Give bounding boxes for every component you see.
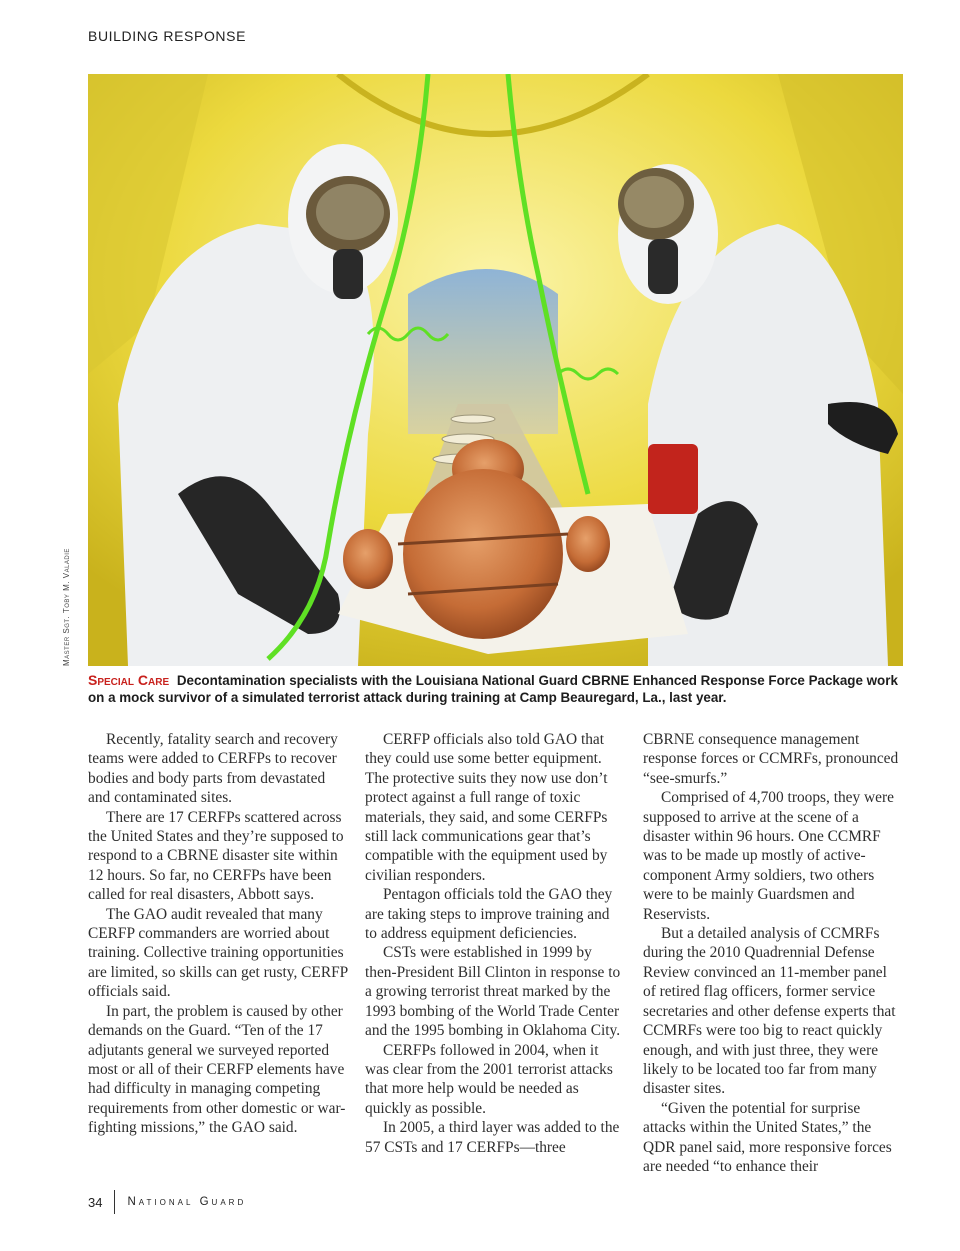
- paragraph: The GAO audit revealed that many CERFP commanders are worried about training. Collective training opportunities are limited, so skills can get rusty, CERFP officials said.: [88, 905, 348, 1001]
- page-number: 34: [88, 1194, 103, 1210]
- footer-divider: [114, 1190, 115, 1214]
- paragraph: CERFPs followed in 2004, when it was clear from the 2001 terrorist attacks that more help would be needed as quickly as possible.: [365, 1041, 613, 1117]
- caption-text: Decontamination specialists with the Louisiana National Guard CBRNE Enhanced Response Force Package work on a mock survivor of a simulated terrorist attack during training at Camp Beauregard, La., last year.: [88, 673, 898, 705]
- page-footer: [88, 1190, 246, 1214]
- paragraph: CERFP officials also told GAO that they could use some better equipment. The protective suits they now use don’t protect against a full range of toxic materials, they said, and some CERFPs still lack communications gear that’s compatible with the equipment used by civilian responders.: [365, 731, 608, 884]
- paragraph: In part, the problem is caused by other demands on the Guard. “Ten of the 17 adjutants general we surveyed reported most or all of their CERFP elements have had difficulty in managing competing requirements from other domestic or war-fighting missions,” the GAO said.: [88, 1002, 346, 1137]
- paragraph: Recently, fatality search and recovery teams were added to CERFPs to recover bodies and body parts from devastated and contaminated sites.: [88, 731, 338, 807]
- photo-caption: [88, 672, 903, 706]
- article-column-3: [643, 730, 903, 1176]
- section-header: BUILDING RESPONSE: [88, 28, 247, 44]
- paragraph: CBRNE consequence management response forces or CCMRFs, pronounced “see-smurfs.”: [643, 731, 899, 787]
- paragraph: But a detailed analysis of CCMRFs during the 2010 Quadrennial Defense Review convinced an 11-member panel of retired flag officers, former service secretaries and other defense experts that CCMRFs were too big to react quickly enough, and with just three, they were likely to be located too far from many disaster sites.: [643, 925, 896, 1098]
- paragraph: Pentagon officials told the GAO they are taking steps to improve training and to address equipment deficiencies.: [365, 886, 613, 943]
- feature-photo: [88, 74, 903, 666]
- paragraph: CSTs were established in 1999 by then-President Bill Clinton in response to a growing terrorist threat marked by the 1993 bombing of the World Trade Center and the 1995 bombing in Oklahoma City.: [365, 944, 621, 1040]
- paragraph: Comprised of 4,700 troops, they were supposed to arrive at the scene of a disaster within 96 hours. One CCMRF was to be made up mostly of active-component Army soldiers, two others were to be mainly Guardsmen and Reservists.: [643, 789, 894, 923]
- paragraph: There are 17 CERFPs scattered across the United States and they’re supposed to respond to a CBRNE disaster site within 12 hours. So far, no CERFPs have been called for real disasters, Abbott says.: [88, 808, 344, 904]
- article-column-1: [88, 730, 348, 1138]
- paragraph: In 2005, a third layer was added to the 57 CSTs and 17 CERFPs—three: [365, 1119, 620, 1156]
- photo-credit: Master Sgt. Toby M. Valadie: [62, 548, 71, 666]
- paragraph: “Given the potential for surprise attacks within the United States,” the QDR panel said, more responsive forces are needed “to enhance their: [643, 1099, 892, 1175]
- caption-kicker: Special Care: [88, 672, 170, 688]
- article-column-2: [365, 730, 625, 1157]
- magazine-name: National Guard: [127, 1196, 247, 1208]
